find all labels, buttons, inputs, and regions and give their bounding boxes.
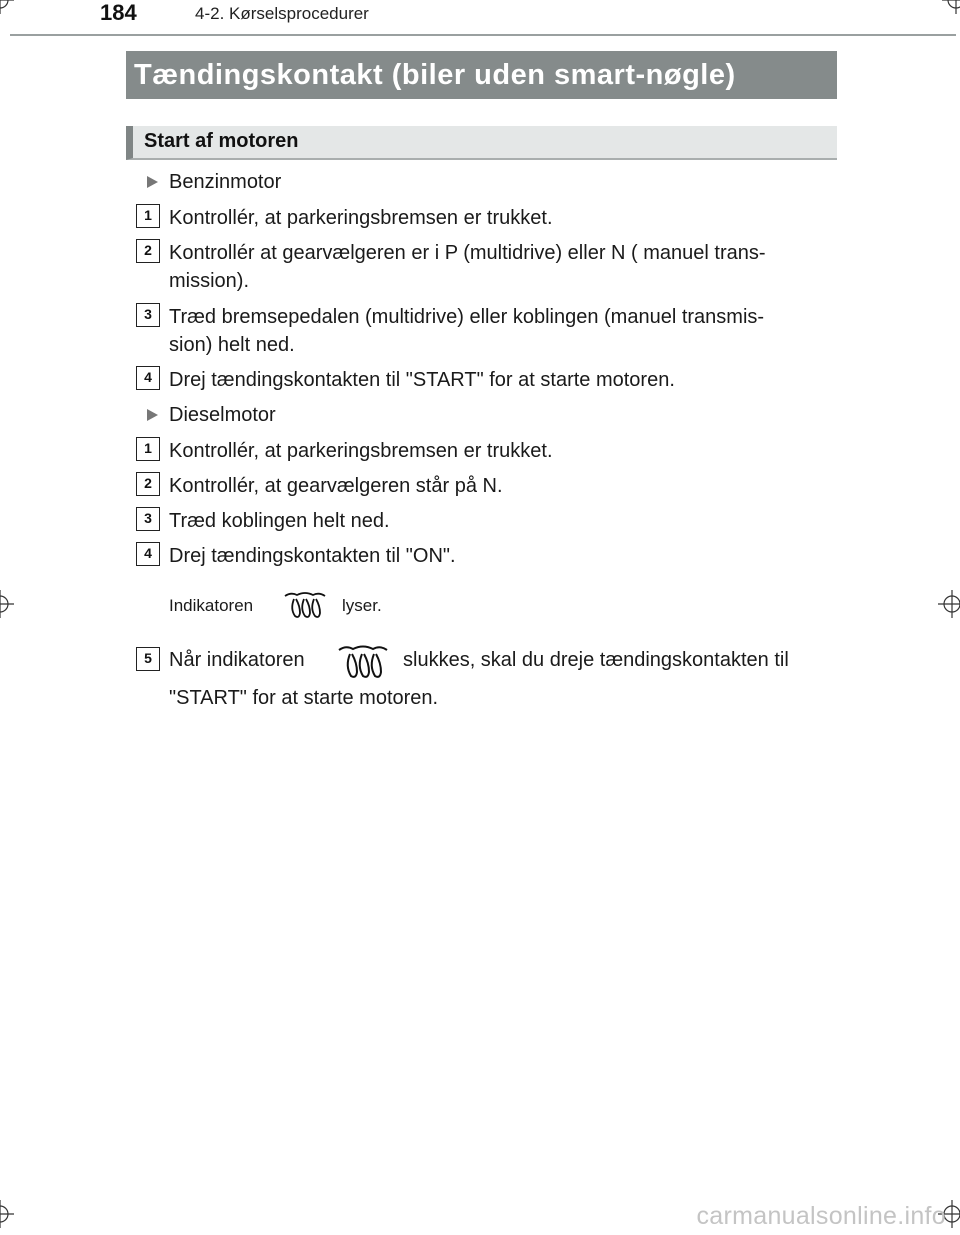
crop-mark-icon [938,590,960,618]
triangle-bullet-icon [147,176,158,188]
step-number-badge: 3 [136,507,160,531]
step-number-badge: 4 [136,366,160,390]
diesel-heading: Dieselmotor [169,404,276,426]
header-divider [10,34,956,36]
step-number-badge: 2 [136,472,160,496]
crop-mark-icon [0,0,14,14]
triangle-bullet-icon [147,409,158,421]
diesel-step-1-text: Kontrollér, at parkeringsbremsen er trukket. [169,440,553,462]
diesel-step-4-text: Drej tændingskontakten til "ON". [169,545,456,567]
step-number-badge: 1 [136,204,160,228]
step-5-text-line2: "START" for at starte motoren. [169,687,439,709]
step-number-badge: 1 [136,437,160,461]
step-number-badge: 3 [136,303,160,327]
chapter-title: 4-2. Kørselsprocedurer [195,4,369,23]
step-number-badge: 2 [136,239,160,263]
watermark: carmanualsonline.info [696,1202,946,1230]
petrol-step-4-text: Drej tændingskontakten til "START" for at starte motoren. [169,369,675,391]
step-5-text-before: Når indikatoren [169,649,305,671]
petrol-step-3-text-cont: sion) helt ned. [169,334,295,356]
glow-plug-indicator-icon [283,591,327,619]
page-title: Tændingskontakt (biler uden smart-nøgle) [126,51,837,99]
step-5-text-after: slukkes, skal du dreje tændingskontakten til [403,649,789,671]
indicator-note-before: Indikatoren [169,596,254,615]
crop-mark-icon [0,590,14,618]
diesel-step-2-text: Kontrollér, at gearvælgeren står på N. [169,475,503,497]
step-number-badge: 5 [136,647,160,671]
crop-mark-icon [942,0,960,14]
crop-mark-icon [0,1200,14,1228]
diesel-step-3-text: Træd koblingen helt ned. [169,510,390,532]
petrol-step-3-text: Træd bremsepedalen (multidrive) eller koblingen (manuel transmis- [169,306,765,328]
petrol-step-1-text: Kontrollér, at parkeringsbremsen er trukket. [169,207,553,229]
petrol-heading: Benzinmotor [169,171,282,193]
glow-plug-indicator-icon [337,644,389,680]
page-number: 184 [100,0,137,25]
step-number-badge: 4 [136,542,160,566]
indicator-note-after: lyser. [342,596,382,615]
section-heading: Start af motoren [126,126,837,160]
petrol-step-2-text: Kontrollér at gearvælgeren er i P (multidrive) eller N ( manuel trans- [169,242,766,264]
petrol-step-2-text-cont: mission). [169,270,250,292]
